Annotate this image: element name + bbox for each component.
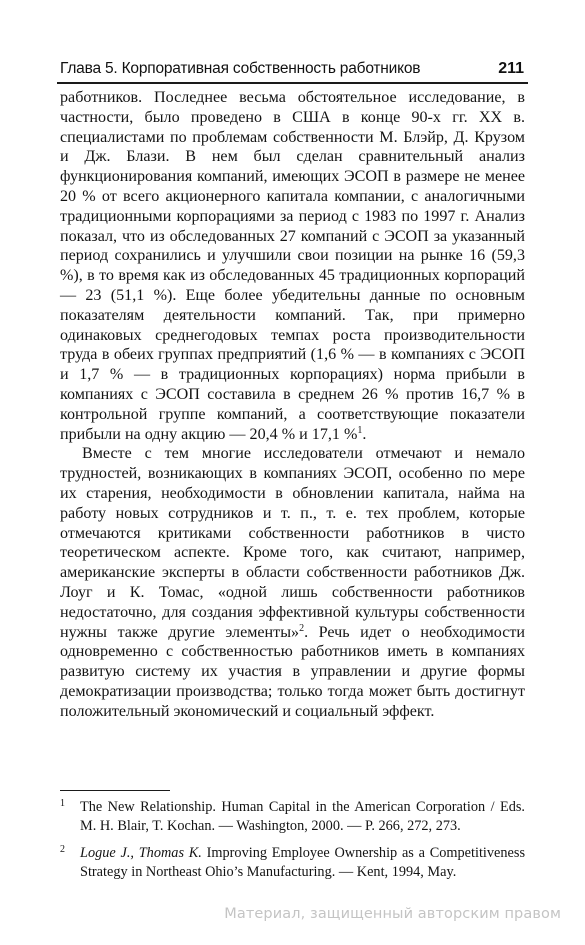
footnotes <box>60 798 525 890</box>
paragraph-2-text: Вместе с тем многие исследователи отмечают и немало трудностей, возникающих в компаниях ЭСОП, особенно по мере их старения, необходимости в обновлении капитала, найма на работу новых сотрудников и т. п., т. е. тех проблем, которые отмечаются критиками собственности работников в чисто теоретическом аспекте. Кроме того, как считают, например, американские эксперты в области собственности работников Дж. Лоуг и К. Томас, «одной лишь собственности работников недостаточно, для создания эффективной культуры собственности нужны также другие элементы» <box>60 445 525 641</box>
footnote-1 <box>60 798 525 835</box>
footnote-2 <box>60 844 525 881</box>
footnote-mark: 2 <box>60 844 65 855</box>
footnote-mark: 1 <box>60 798 65 809</box>
paragraph-2-tail: . Речь идет о необходимости одновременно с собственностью работников иметь в компаниях развитую систему их участия в управлении и другие формы демократизации производства; только тогда может быть достигнут положительный экономический и социальный эффект. <box>60 623 525 720</box>
paragraph-1-text: работников. Последнее весьма обстоятельное исследование, в частности, было проведено в США в конце 90-х гг. XX в. специалистами по проблемам собственности М. Блэйр, Д. Крузом и Дж. Блази. В нем был сделан сравнительный анализ функционирования компаний, имеющих ЭСОП в размере не менее 20 % от всего акционерного капитала компании, с аналогичными традиционными корпорациями за период с 1983 по 1997 г. Анализ показал, что из обследованных 27 компаний с ЭСОП за указанный период сохранились и улучшили свои позиции на рынке 16 (59,3 %), в то время как из обследованных 45 традиционных корпораций — 23 (51,1 %). Еще более убедительны данные по основным показателям деятельности компаний. Так, при примерно одинаковых среднегодовых темпах роста производительности труда в обеих группах предприятий (1,6 % — в компаниях с ЭСОП и 1,7 % — в традиционных корпорациях) норма прибыли в компаниях с ЭСОП составила в среднем 26 % против 16,7 % в контрольной группе компаний, а соответствующие показатели прибыли на одну акцию — 20,4 % и 17,1 % <box>60 89 525 443</box>
paragraph-1 <box>60 88 525 444</box>
footnote-text: Improving Employee Ownership as a Competitiveness Strategy in Northeast Ohio’s Manufacturing. — Kent, 1994, May. <box>80 845 526 880</box>
page-number: 211 <box>498 60 524 77</box>
body-text <box>60 88 525 722</box>
footnote-text: The New Relationship. Human Capital in the American Corporation / Eds. M. H. Blair, T. Kochan. — Washington, 2000. — P. 266, 272, 273. <box>80 799 525 834</box>
footnote-ref-2: 2 <box>299 622 305 634</box>
chapter-title: Глава 5. Корпоративная собственность работников <box>60 60 421 77</box>
paragraph-1-tail: . <box>362 425 367 443</box>
footnote-author: Logue J., Thomas K. <box>80 845 202 861</box>
footnote-separator <box>60 790 170 791</box>
paragraph-2 <box>60 444 525 721</box>
copyright-watermark: Материал, защищенный авторским правом <box>224 906 561 922</box>
running-head <box>57 56 528 84</box>
footnote-ref-1: 1 <box>357 424 363 436</box>
